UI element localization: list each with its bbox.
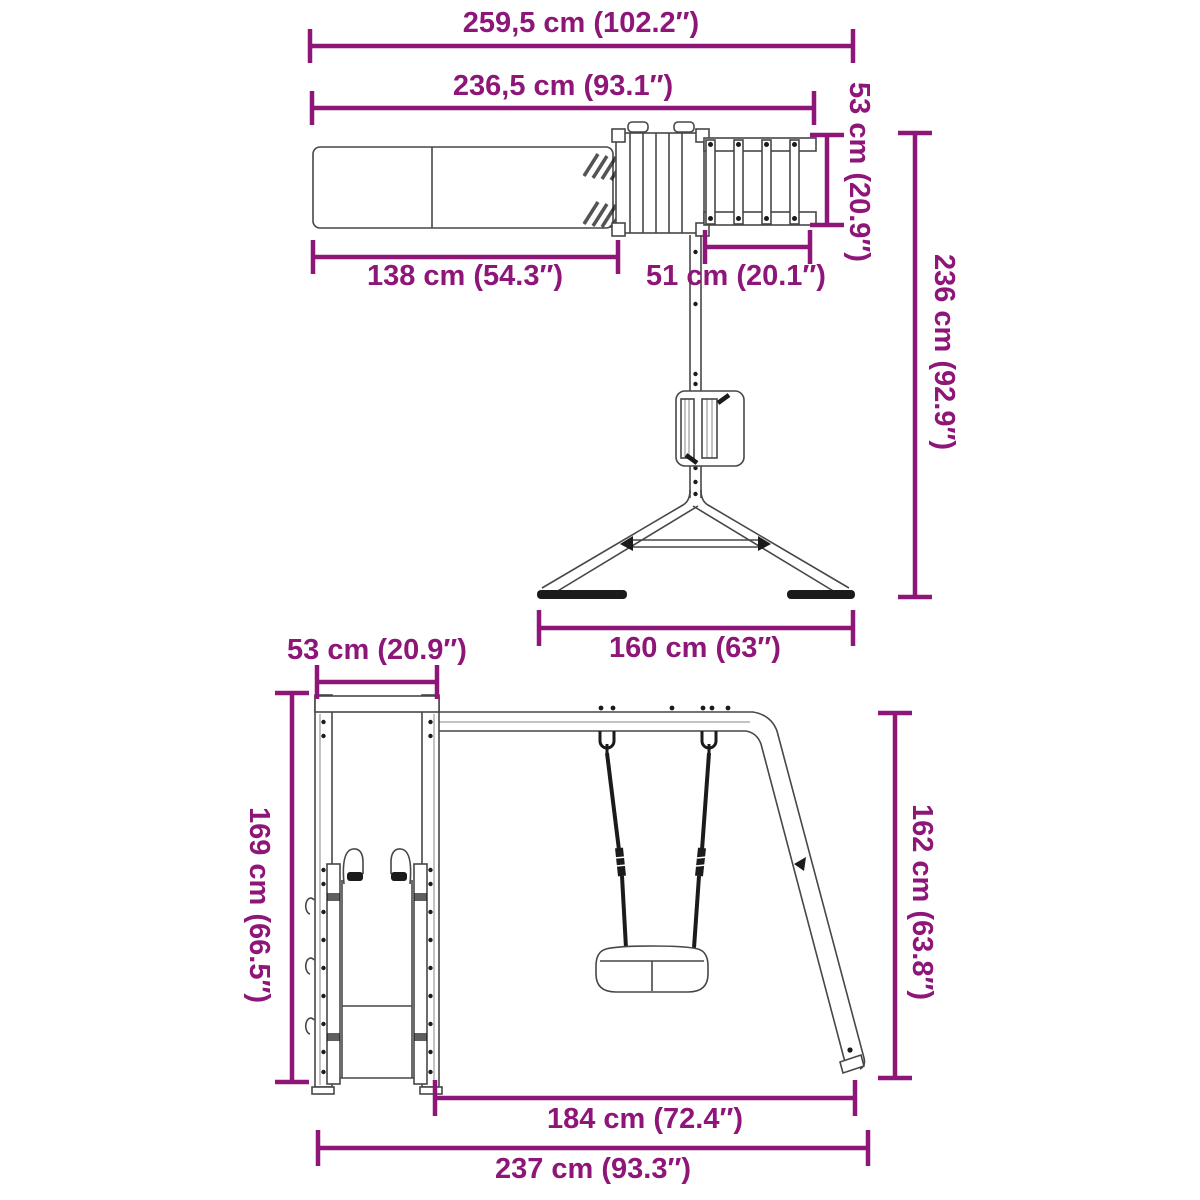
dim-frame-height-label: 169 cm (66.5″) [242,806,275,1004]
dim-ladder-width-line [705,230,810,264]
slide-top [313,147,625,228]
base-foot-left [537,590,627,599]
pole-grip [676,391,744,466]
dim-frame-depth-label: 53 cm (20.9″) [287,634,467,666]
dim-total-height-label: 236 cm (92.9″) [927,253,960,451]
dim-inner-span-label: 184 cm (72.4″) [546,1103,744,1135]
dim-base-width-label: 160 cm (63″) [609,632,781,664]
leg-connector-mark [794,857,806,871]
step-hooks [306,898,314,1034]
dim-total-width-label: 237 cm (93.3″) [494,1153,692,1185]
dim-slide-length-label: 138 cm (54.3″) [366,260,564,292]
dim-frame-height-line [275,693,309,1082]
swing-beam [439,706,865,1073]
base-foot-right [787,590,855,599]
ladder-top [704,138,816,225]
swingset-front-view [306,695,865,1094]
dim-frame-depth-line [317,665,437,699]
dim-overall-width-label: 259,5 cm (102.2″) [462,7,700,39]
platform-top [612,122,709,236]
base-legs [537,490,855,599]
playset-top-view [313,122,855,599]
dim-swing-height-label: 162 cm (63.8″) [905,803,938,1001]
slide-front [327,849,427,1084]
dim-ladder-depth-label: 53 cm (20.9″) [842,82,875,262]
ladder-bolts [708,142,797,221]
swing [596,731,716,992]
dim-deck-width-label: 236,5 cm (93.1″) [452,70,674,102]
handle-tab [674,122,694,132]
dim-ladder-width-label: 51 cm (20.1″) [646,260,826,292]
swing-seat [596,946,708,992]
handle-tab [628,122,648,132]
beam-bolts [599,706,731,711]
swing-ropes [607,753,709,948]
